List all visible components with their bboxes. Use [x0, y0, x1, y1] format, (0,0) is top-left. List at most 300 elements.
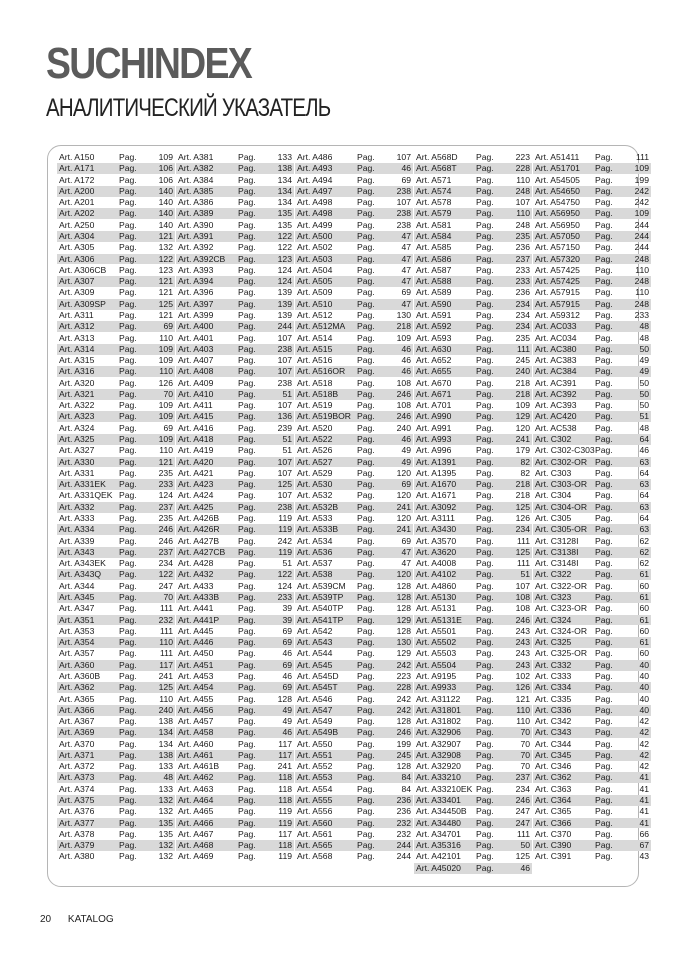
page-label: Pag. [476, 648, 494, 659]
index-entry [57, 818, 175, 829]
page-reference [476, 502, 532, 513]
index-entry [57, 637, 175, 648]
article-number: Art. A410 [178, 388, 214, 399]
index-entry [533, 457, 651, 468]
page-value: 132 [158, 242, 173, 253]
page-reference [476, 445, 532, 456]
page-reference [476, 434, 532, 445]
article-number: Art. C364 [535, 795, 572, 806]
article-number: Art. A421 [178, 467, 214, 478]
page-value: 247 [158, 580, 173, 591]
page-reference [476, 795, 532, 806]
article-number: Art. A551 [297, 749, 333, 760]
article-number: Art. A365 [59, 693, 95, 704]
page-reference [119, 287, 175, 298]
article-number: Art. A555 [297, 795, 333, 806]
article-number: Art. A381 [178, 152, 214, 162]
page-value: 140 [158, 219, 173, 230]
index-entry [176, 457, 294, 468]
page-label: Pag. [595, 411, 613, 422]
page-value: 40 [639, 659, 649, 670]
page-value: 125 [158, 682, 173, 693]
page-value: 135 [277, 208, 292, 219]
index-entry [414, 547, 532, 558]
page-value: 132 [158, 806, 173, 817]
page-value: 246 [515, 614, 530, 625]
page-reference [595, 615, 651, 626]
page-reference [357, 299, 413, 310]
article-number: Art. A316 [59, 366, 95, 377]
index-entry [533, 592, 651, 603]
index-entry [295, 784, 413, 795]
index-entry [414, 254, 532, 265]
page-value: 199 [396, 738, 411, 749]
page-value: 129 [396, 648, 411, 659]
article-number: Art. C3148I [535, 558, 579, 569]
page-label: Pag. [357, 309, 375, 320]
page-reference [595, 682, 651, 693]
article-number: Art. A57425 [535, 264, 580, 275]
index-entry [57, 231, 175, 242]
page-label: Pag. [595, 659, 613, 670]
index-entry [57, 242, 175, 253]
page-label: Pag. [357, 659, 375, 670]
page-value: 242 [396, 704, 411, 715]
page-label: Pag. [476, 479, 494, 490]
index-entry [533, 152, 651, 163]
page-label: Pag. [476, 637, 494, 648]
article-number: Art. A560 [297, 817, 333, 828]
index-entry [57, 400, 175, 411]
page-value: 138 [277, 163, 292, 174]
article-number: Art. A322 [59, 400, 95, 411]
page-value: 234 [515, 309, 530, 320]
page-reference [119, 716, 175, 727]
article-number: Art. A333 [59, 513, 95, 523]
page-value: 47 [401, 298, 411, 309]
page-value: 48 [639, 332, 649, 343]
page-reference [476, 772, 532, 783]
page-label: Pag. [357, 603, 375, 614]
page-value: 246 [396, 388, 411, 399]
index-entry [295, 637, 413, 648]
page-label: Pag. [119, 152, 137, 162]
index-entry [414, 333, 532, 344]
index-entry [533, 547, 651, 558]
page-reference [357, 276, 413, 287]
index-entry [57, 276, 175, 287]
page-value: 218 [515, 377, 530, 388]
page-reference [476, 682, 532, 693]
page-reference [119, 310, 175, 321]
article-number: Art. A57320 [535, 253, 580, 264]
article-number: Art. A54750 [535, 197, 580, 208]
page-label: Pag. [476, 738, 494, 749]
page-number: 20 [40, 914, 52, 925]
index-entry [176, 592, 294, 603]
index-entry [533, 784, 651, 795]
page-label: Pag. [476, 411, 494, 422]
index-entry [295, 502, 413, 513]
index-entry [533, 603, 651, 614]
article-number: Art. A389 [178, 208, 214, 219]
page-value: 61 [639, 637, 649, 648]
page-reference [357, 671, 413, 682]
page-reference [595, 626, 651, 637]
page-value: 109 [158, 411, 173, 422]
page-value: 248 [634, 298, 649, 309]
page-reference [238, 682, 294, 693]
page-label: Pag. [119, 840, 137, 851]
article-number: Art. A5131E [416, 614, 462, 625]
page-label: Pag. [476, 862, 494, 873]
page-label: Pag. [476, 614, 494, 625]
article-number: Art. A526 [297, 445, 333, 456]
page-reference [476, 750, 532, 761]
page-reference [476, 851, 532, 862]
article-number: Art. A315 [59, 355, 95, 366]
article-number: Art. A589 [416, 287, 452, 298]
article-number: Art. A312 [59, 321, 95, 332]
page-label: Pag. [476, 625, 494, 636]
page-value: 42 [639, 761, 649, 772]
article-number: Art. A990 [416, 411, 452, 422]
index-entry [533, 818, 651, 829]
page-value: 110 [516, 174, 530, 185]
page-value: 69 [282, 659, 292, 670]
page-value: 64 [639, 513, 649, 523]
page-value: 130 [396, 309, 411, 320]
article-number: Art. C342 [535, 716, 572, 727]
index-entry [295, 344, 413, 355]
page-label: Pag. [595, 467, 613, 478]
page-value: 107 [277, 467, 292, 478]
article-number: Art. A515 [297, 343, 333, 354]
page-label: Pag. [119, 298, 137, 309]
page-label: Pag. [119, 704, 137, 715]
page-value: 117 [278, 749, 292, 760]
page-reference [357, 716, 413, 727]
page-label: Pag. [238, 795, 256, 806]
page-value: 109 [634, 208, 649, 219]
page-value: 49 [639, 355, 649, 366]
page-value: 110 [516, 716, 530, 727]
article-number: Art. A391 [178, 230, 214, 241]
page-value: 107 [277, 456, 292, 467]
page-reference [119, 705, 175, 716]
index-entry [57, 287, 175, 298]
page-label: Pag. [357, 355, 375, 366]
page-value: 69 [401, 535, 411, 546]
page-reference [119, 694, 175, 705]
page-label: Pag. [119, 625, 137, 636]
page-reference [357, 220, 413, 231]
article-number: Art. A45020 [416, 862, 461, 873]
index-entry [176, 389, 294, 400]
article-number: Art. A462 [178, 772, 214, 783]
article-number: Art. A586 [416, 253, 452, 264]
page-label: Pag. [595, 321, 613, 332]
page-value: 122 [158, 569, 173, 580]
index-entry [176, 772, 294, 783]
index-entry [176, 581, 294, 592]
page-value: 109 [396, 332, 411, 343]
page-reference [119, 152, 175, 163]
index-entry [414, 344, 532, 355]
article-number: Art. A461B [178, 761, 220, 772]
page-value: 238 [396, 219, 411, 230]
article-number: Art. A172 [59, 174, 95, 185]
page-value: 128 [396, 603, 411, 614]
page-label: Pag. [357, 761, 375, 772]
page-label: Pag. [476, 174, 494, 185]
page-value: 240 [515, 366, 530, 377]
page-value: 63 [639, 524, 649, 535]
article-number: Art. A4008 [416, 558, 457, 569]
page-reference [119, 186, 175, 197]
article-number: Art. A578 [416, 197, 452, 208]
page-value: 39 [282, 614, 292, 625]
page-reference [595, 660, 651, 671]
page-value: 241 [396, 524, 411, 535]
page-label: Pag. [238, 704, 256, 715]
index-entry [414, 423, 532, 434]
index-entry [414, 220, 532, 231]
page-label: Pag. [595, 445, 613, 456]
page-value: 128 [396, 761, 411, 772]
page-value: 51 [282, 434, 292, 445]
page-reference [476, 513, 532, 524]
page-label: Pag. [595, 558, 613, 569]
article-number: Art. A343 [59, 546, 95, 557]
article-number: Art. A514 [297, 332, 333, 343]
index-entry [57, 806, 175, 817]
article-number: Art. A372 [59, 761, 95, 772]
page-value: 218 [515, 490, 530, 501]
page-reference [595, 490, 651, 501]
page-value: 47 [401, 230, 411, 241]
page-value: 107 [396, 197, 411, 208]
article-number: Art. A512 [297, 309, 333, 320]
page-reference [357, 457, 413, 468]
page-label: Pag. [238, 783, 256, 794]
page-label: Pag. [357, 682, 375, 693]
article-number: Art. A446 [178, 637, 214, 648]
page-reference [238, 829, 294, 840]
page-value: 129 [515, 411, 530, 422]
page-reference [238, 569, 294, 580]
index-entry [414, 378, 532, 389]
page-label: Pag. [595, 795, 613, 806]
page-value: 82 [520, 467, 530, 478]
index-entry [295, 287, 413, 298]
page-label: Pag. [476, 264, 494, 275]
page-subtitle: АНАЛИТИЧЕСКИЙ УКАЗАТЕЛЬ [46, 94, 331, 122]
page-reference [238, 490, 294, 501]
page-label: Pag. [238, 501, 256, 512]
page-value: 41 [639, 806, 649, 817]
page-value: 233 [515, 264, 530, 275]
page-reference [119, 603, 175, 614]
page-label: Pag. [595, 276, 613, 287]
index-entry [176, 761, 294, 772]
page-reference [595, 761, 651, 772]
article-number: Art. A200 [59, 185, 95, 196]
page-reference [595, 637, 651, 648]
page-label: Pag. [595, 828, 613, 839]
page-label: Pag. [595, 197, 613, 208]
index-entry [295, 829, 413, 840]
page-label: Pag. [476, 197, 494, 208]
index-entry [414, 761, 532, 772]
page-label: Pag. [595, 298, 613, 309]
index-entry [176, 716, 294, 727]
page-value: 126 [515, 682, 530, 693]
page-label: Pag. [595, 772, 613, 783]
index-entry [176, 186, 294, 197]
article-number: Art. A433 [178, 580, 214, 591]
article-number: Art. A354 [59, 637, 95, 648]
article-number: Art. A587 [416, 264, 452, 275]
page-value: 132 [158, 851, 173, 862]
page-label: Pag. [119, 321, 137, 332]
page-value: 119 [278, 851, 292, 862]
page-value: 111 [159, 648, 173, 659]
page-label: Pag. [476, 253, 494, 264]
index-entry [57, 366, 175, 377]
index-entry [533, 445, 651, 456]
page-label: Pag. [119, 208, 137, 219]
page-reference [595, 727, 651, 738]
index-entry [57, 423, 175, 434]
index-entry [57, 321, 175, 332]
page-reference [238, 445, 294, 456]
page-reference [357, 682, 413, 693]
article-number: Art. A581 [416, 219, 452, 230]
page-label: Pag. [476, 535, 494, 546]
index-entry [414, 806, 532, 817]
article-number: Art. A374 [59, 783, 95, 794]
page-label: Pag. [357, 501, 375, 512]
page-reference [595, 366, 651, 377]
page-reference [595, 851, 651, 862]
page-reference [357, 479, 413, 490]
page-reference [119, 468, 175, 479]
page-value: 237 [515, 253, 530, 264]
page-reference [238, 276, 294, 287]
page-label: Pag. [357, 388, 375, 399]
page-label: Pag. [119, 490, 137, 501]
page-label: Pag. [119, 456, 137, 467]
page-label: Pag. [357, 434, 375, 445]
page-reference [595, 795, 651, 806]
page-label: Pag. [238, 670, 256, 681]
index-entry [295, 231, 413, 242]
page-label: Pag. [119, 445, 137, 456]
page-value: 238 [396, 208, 411, 219]
index-entry [176, 547, 294, 558]
page-reference [238, 615, 294, 626]
page-label: Pag. [238, 309, 256, 320]
page-label: Pag. [119, 479, 137, 490]
article-number: Art. C324 [535, 614, 572, 625]
page-label: Pag. [238, 682, 256, 693]
page-reference [357, 851, 413, 862]
page-value: 235 [158, 513, 173, 523]
page-label: Pag. [238, 163, 256, 174]
article-number: Art. A382 [178, 163, 214, 174]
page-label: Pag. [595, 422, 613, 433]
page-value: 135 [277, 219, 292, 230]
page-value: 123 [158, 264, 173, 275]
index-entry [176, 265, 294, 276]
article-number: Art. A51701 [535, 163, 580, 174]
page-reference [595, 569, 651, 580]
index-entry [414, 603, 532, 614]
article-number: Art. A499 [297, 219, 333, 230]
article-number: Art. A505 [297, 276, 333, 287]
page-value: 82 [520, 456, 530, 467]
index-entry [533, 163, 651, 174]
article-number: Art. A334 [59, 524, 95, 535]
page-reference [595, 750, 651, 761]
page-value: 61 [639, 614, 649, 625]
index-entry [176, 558, 294, 569]
page-label: Pag. [476, 343, 494, 354]
article-number: Art. AC033 [535, 321, 577, 332]
page-label: Pag. [476, 772, 494, 783]
page-label: Pag. [238, 174, 256, 185]
footer-section: KATALOG [67, 914, 114, 925]
page-label: Pag. [357, 208, 375, 219]
page-label: Pag. [357, 840, 375, 851]
page-reference [119, 536, 175, 547]
page-label: Pag. [595, 185, 613, 196]
page-reference [357, 310, 413, 321]
page-reference [476, 321, 532, 332]
page-label: Pag. [595, 163, 613, 174]
page-value: 69 [163, 422, 173, 433]
page-label: Pag. [238, 614, 256, 625]
page-label: Pag. [357, 795, 375, 806]
page-label: Pag. [476, 806, 494, 817]
page-label: Pag. [119, 253, 137, 264]
article-number: Art. A202 [59, 208, 95, 219]
page-label: Pag. [595, 287, 613, 298]
article-number: Art. A516 [297, 355, 333, 366]
page-reference [357, 761, 413, 772]
index-entry [414, 626, 532, 637]
index-entry [533, 660, 651, 671]
index-entry [176, 660, 294, 671]
article-number: Art. A502 [297, 242, 333, 253]
page-reference [238, 524, 294, 535]
page-value: 108 [515, 603, 530, 614]
page-label: Pag. [238, 321, 256, 332]
article-number: Art. A57915 [535, 287, 580, 298]
page-label: Pag. [357, 524, 375, 535]
article-number: Art. A250 [59, 219, 95, 230]
index-entry [57, 389, 175, 400]
page-value: 244 [634, 219, 649, 230]
page-value: 51 [282, 445, 292, 456]
article-number: Art. AC384 [535, 366, 577, 377]
article-number: Art. A549 [297, 716, 333, 727]
article-number: Art. A9933 [416, 682, 457, 693]
page-value: 121 [158, 456, 173, 467]
page-reference [238, 739, 294, 750]
page-value: 235 [515, 332, 530, 343]
